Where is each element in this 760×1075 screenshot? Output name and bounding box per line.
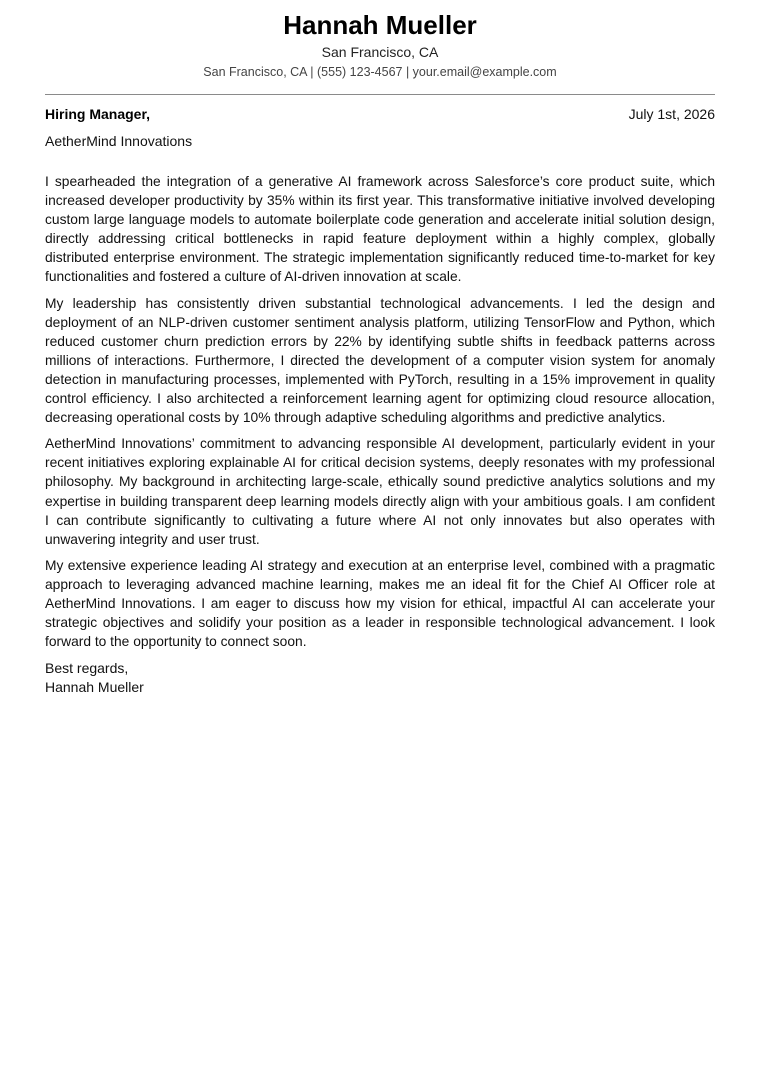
recipient-salutation: Hiring Manager,	[45, 106, 151, 122]
contact-line: San Francisco, CA | (555) 123-4567 | your.email@example.com	[203, 65, 557, 79]
salutation-row	[45, 104, 715, 124]
company-name: AetherMind Innovations	[45, 133, 193, 149]
signature-name: Hannah Mueller	[45, 679, 144, 696]
body-paragraph: My extensive experience leading AI strategy and execution at an enterprise level, combined with a pragmatic approach to leveraging advanced machine learning, makes me an ideal fit for the Chief AI Officer role at AetherMind Innovations. I am eager to discuss how my vision for ethical, impactful AI can accelerate your strategic objectives and solidify your position as a leader in responsible technological advancement. I look forward to the opportunity to connect soon.	[45, 557, 715, 650]
body-paragraph: My leadership has consistently driven substantial technological advancements. I led the design and deployment of an NLP-driven customer sentiment analysis platform, utilizing TensorFlow and Python, which reduced customer churn prediction errors by 22% by identifying subtle shifts in feedback patterns across millions of interactions. Furthermore, I directed the development of a computer vision system for anomaly detection in manufacturing processes, implemented with PyTorch, resulting in a 15% improvement in quality control efficiency. I also architected a reinforcement learning agent for optimizing cloud resource allocation, decreasing operational costs by 10% through adaptive scheduling algorithms and predictive analytics.	[45, 295, 715, 426]
body-paragraph: I spearheaded the integration of a generative AI framework across Salesforce’s core product suite, which increased developer productivity by 35% within its first year. This transformative initiative involved developing custom large language models to automate boilerplate code generation and accelerate initial solution design, directly addressing critical bottlenecks in rapid feature deployment within a highly complex, globally distributed enterprise environment. The strategic implementation significantly reduced time-to-market for key functionalities and fostered a culture of AI-driven innovation at scale.	[45, 174, 715, 285]
closing-phrase: Best regards,	[45, 660, 129, 677]
letter-header	[0, 8, 760, 81]
applicant-location: San Francisco, CA	[321, 44, 439, 60]
header-divider	[45, 94, 715, 95]
letter-date: July 1st, 2026	[628, 106, 715, 122]
applicant-name: Hannah Mueller	[283, 10, 477, 40]
body-paragraph: AetherMind Innovations’ commitment to advancing responsible AI development, particularly evident in your recent initiatives exploring explainable AI for critical decision systems, deeply resonates with my professional philosophy. My background in architecting large-scale, ethically sound predictive analytics solutions and my expertise in building transparent deep learning models directly align with your ambitious goals. I am confident I can contribute significantly to cultivating a future where AI not only innovates but also operates with unwavering integrity and user trust.	[45, 436, 715, 547]
letter-closing	[45, 659, 715, 697]
letter-body	[45, 172, 715, 697]
